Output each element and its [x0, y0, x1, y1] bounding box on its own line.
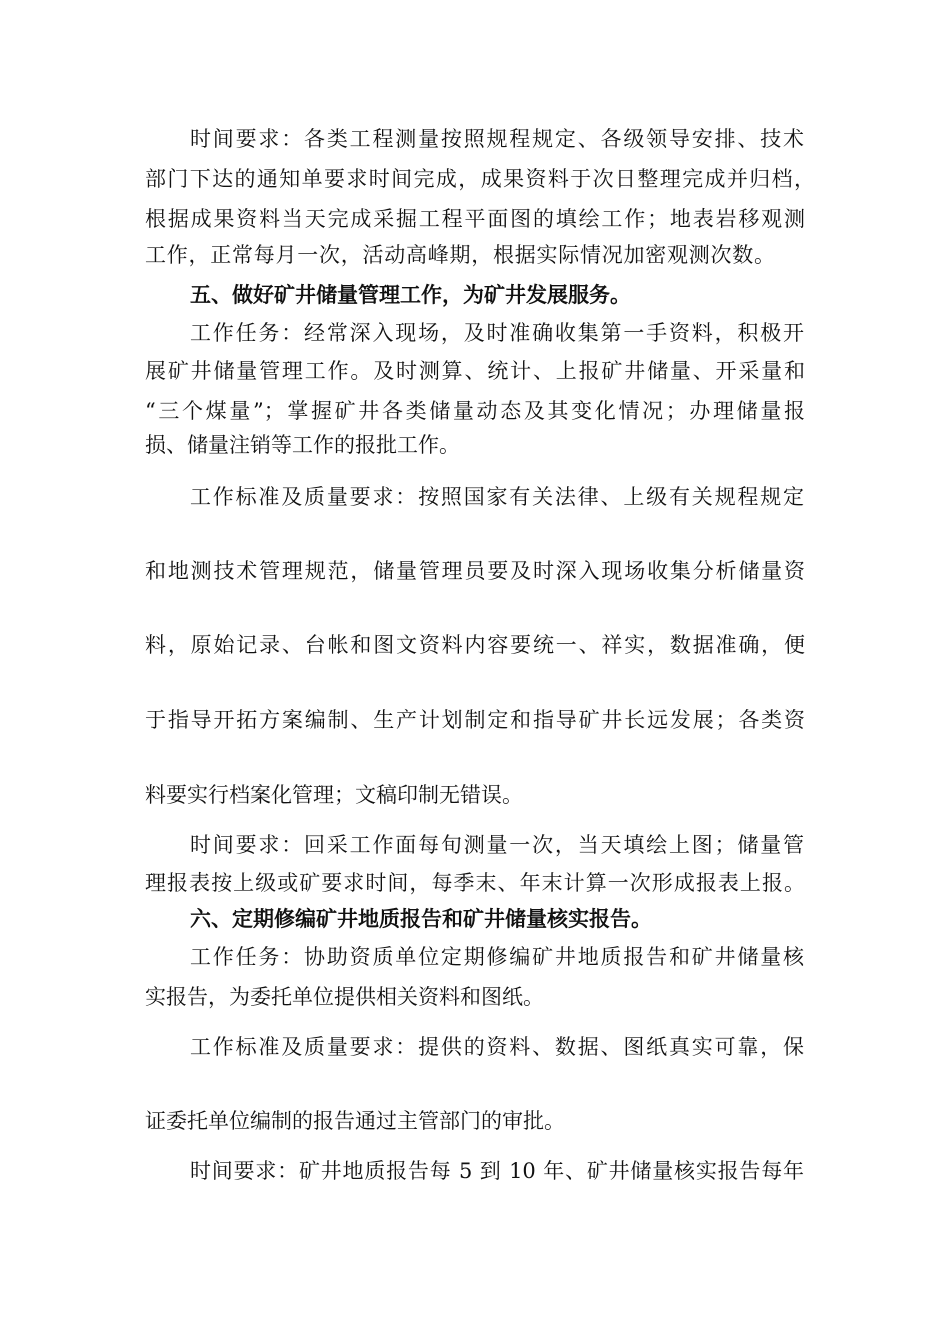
text-line: 部门下达的通知单要求时间完成，成果资料于次日整理完成并归档，	[145, 167, 815, 191]
text-line: 料要实行档案化管理；文稿印制无错误。	[145, 783, 523, 807]
section-heading: 五、做好矿井储量管理工作，为矿井发展服务。	[190, 282, 631, 307]
text-line: 时间要求：回采工作面每旬测量一次，当天填绘上图；储量管	[190, 833, 804, 857]
text-line: “三个煤量”；掌握矿井各类储量动态及其变化情况；办理储量报	[145, 399, 805, 423]
text-line: 工作任务：协助资质单位定期修编矿井地质报告和矿井储量核	[190, 945, 804, 969]
text-line: 理报表按上级或矿要求时间，每季末、年末计算一次形成报表上报。	[145, 871, 805, 895]
text-line: 工作标准及质量要求：按照国家有关法律、上级有关规程规定	[190, 485, 804, 509]
text-line: 工作任务：经常深入现场，及时准确收集第一手资料，积极开	[190, 321, 804, 345]
text-line: 工作标准及质量要求：提供的资料、数据、图纸真实可靠，保	[190, 1035, 804, 1059]
section-heading: 六、定期修编矿井地质报告和矿井储量核实报告。	[190, 906, 652, 931]
text-line: 展矿井储量管理工作。及时测算、统计、上报矿井储量、开采量和	[145, 359, 805, 383]
text-line: 于指导开拓方案编制、生产计划制定和指导矿井长远发展；各类资	[145, 708, 805, 732]
text-line: 时间要求：矿井地质报告每 5 到 10 年、矿井储量核实报告每年	[190, 1159, 804, 1183]
text-line: 损、储量注销等工作的报批工作。	[145, 433, 460, 457]
text-line: 料，原始记录、台帐和图文资料内容要统一、祥实，数据准确，便	[145, 633, 805, 657]
text-line: 证委托单位编制的报告通过主管部门的审批。	[145, 1109, 565, 1133]
text-line: 时间要求：各类工程测量按照规程规定、各级领导安排、技术	[190, 127, 804, 151]
text-line: 和地测技术管理规范，储量管理员要及时深入现场收集分析储量资	[145, 559, 805, 583]
text-line: 根据成果资料当天完成采掘工程平面图的填绘工作；地表岩移观测	[145, 207, 805, 231]
text-line: 实报告，为委托单位提供相关资料和图纸。	[145, 985, 544, 1009]
text-line: 工作，正常每月一次，活动高峰期，根据实际情况加密观测次数。	[145, 243, 775, 267]
